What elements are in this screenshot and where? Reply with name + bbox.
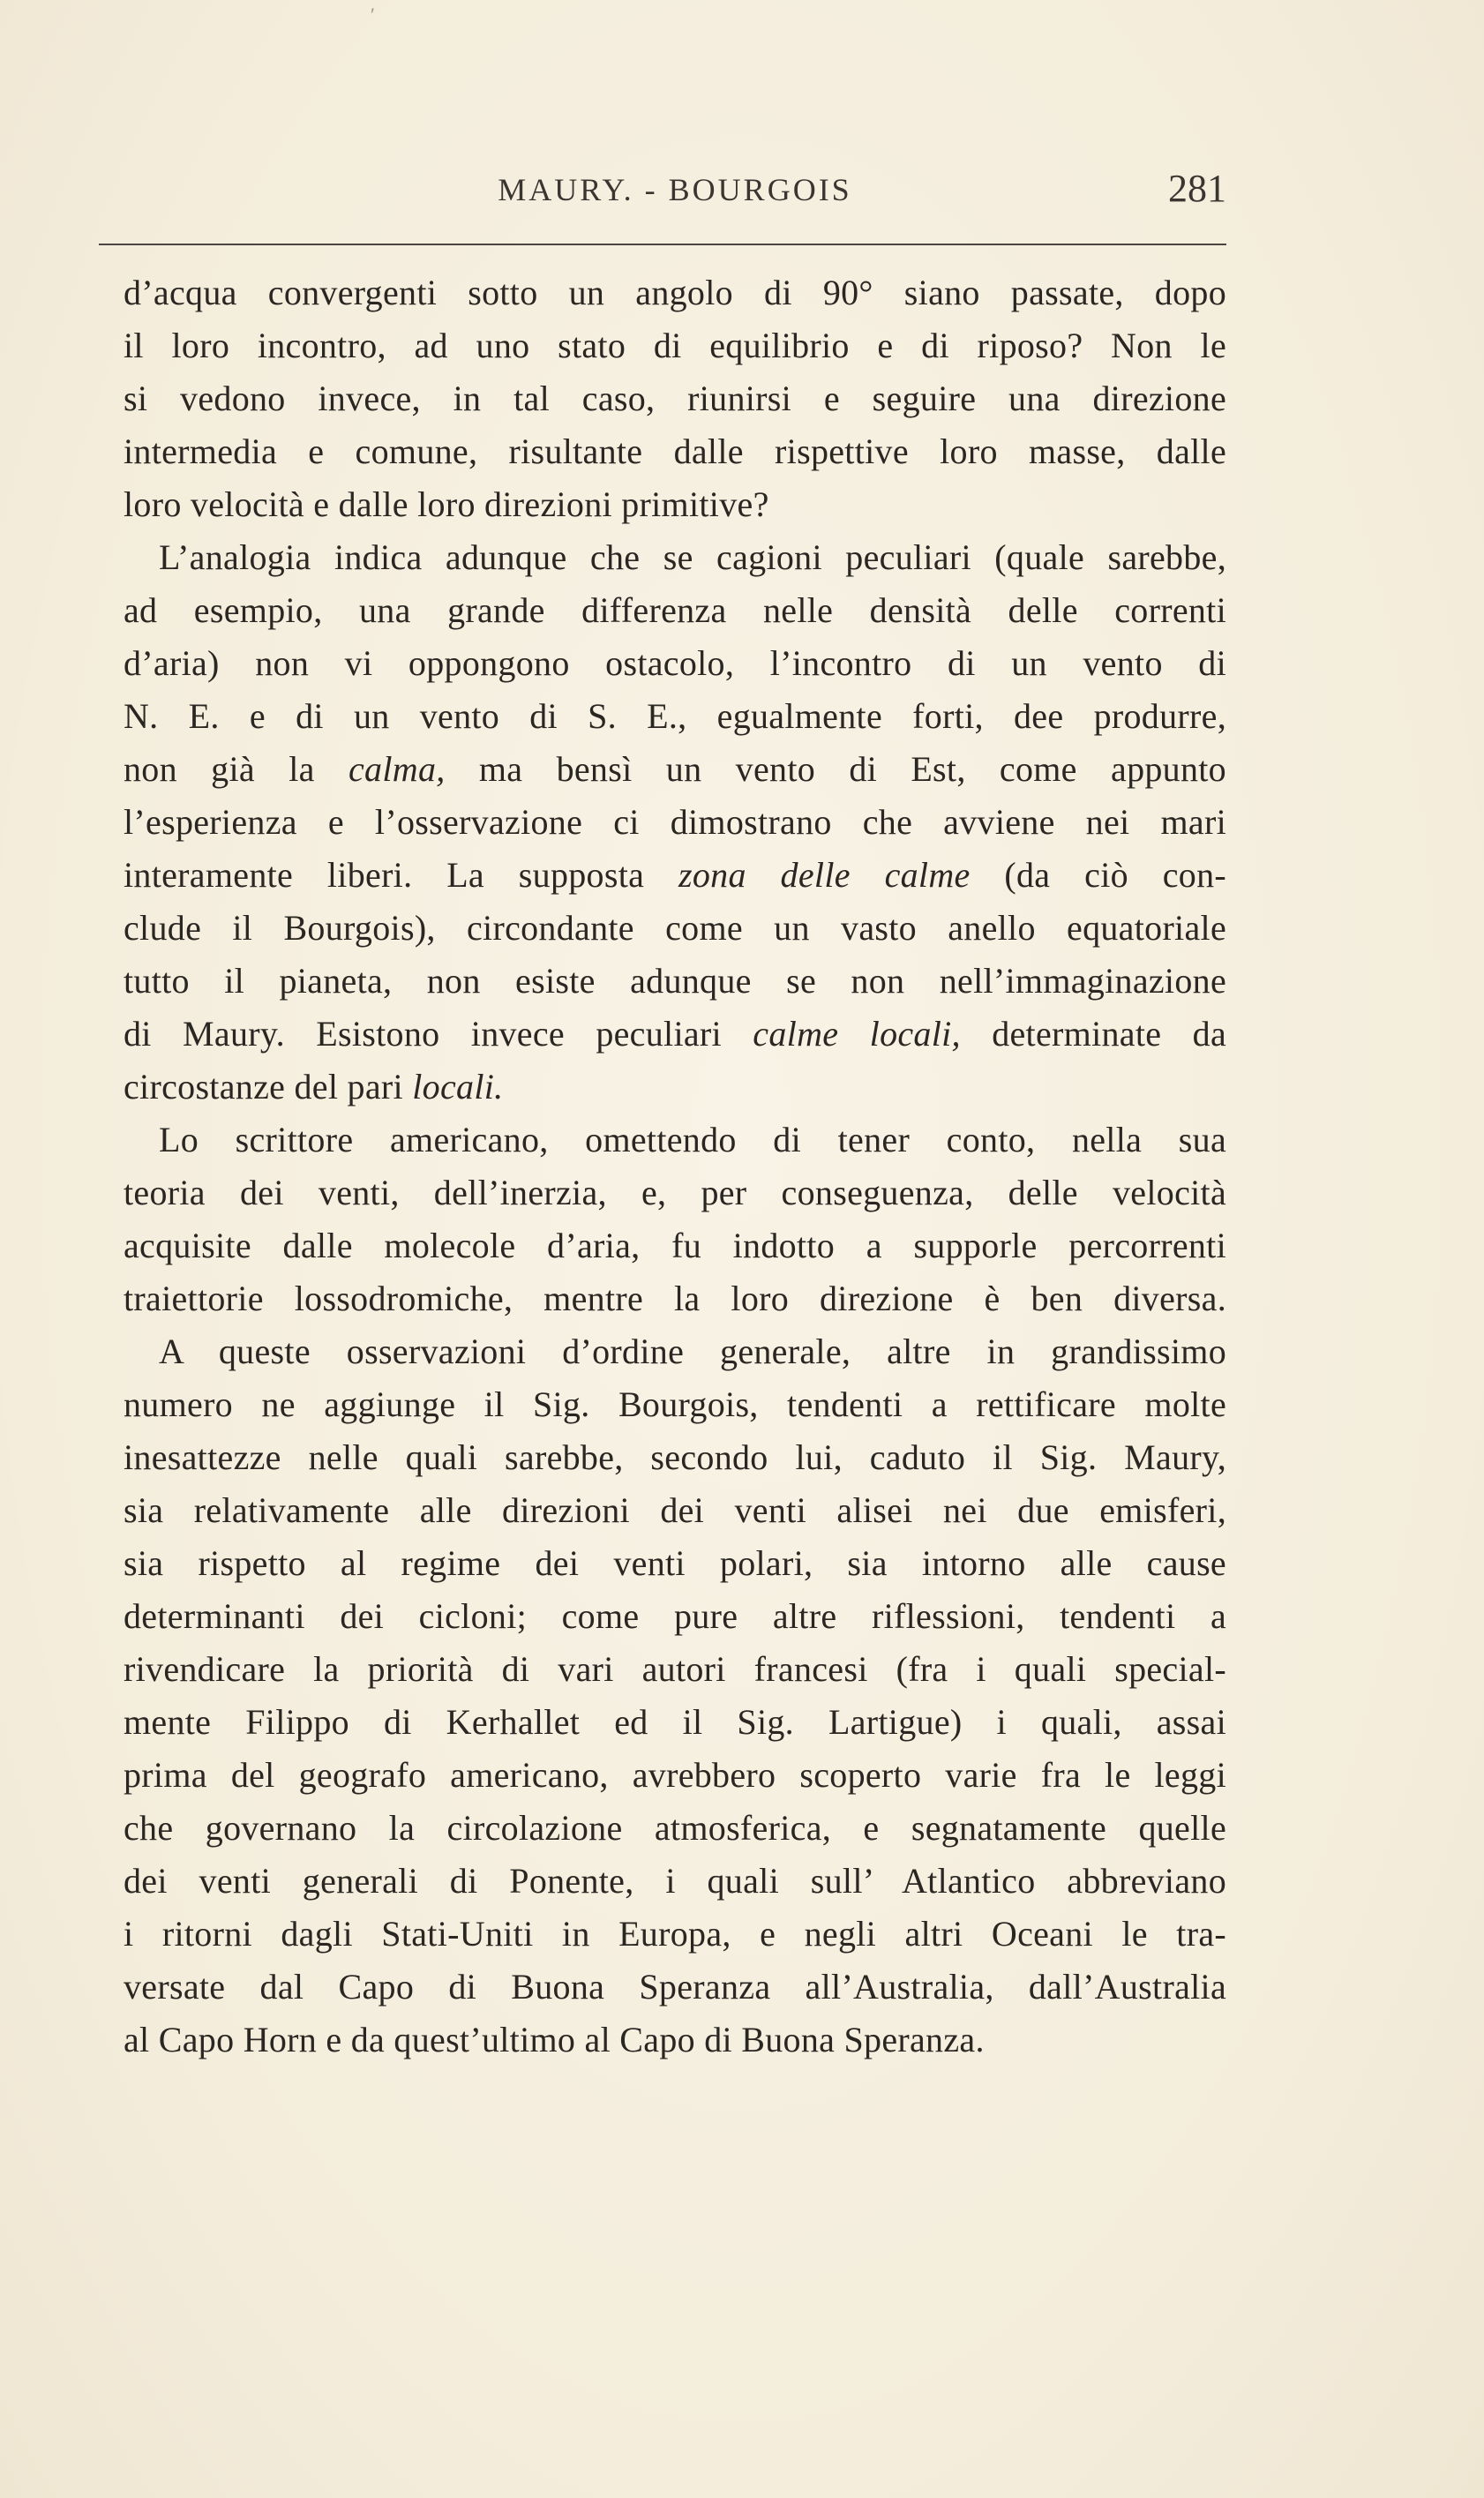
page-number: 281 bbox=[1168, 167, 1226, 210]
text-line: ad esempio, una grande differenza nelle densità delle correnti bbox=[124, 590, 1226, 630]
text-line: che governano la circolazione atmosferica, e segnatamente quelle bbox=[124, 1808, 1226, 1848]
text-line: sia rispetto al regime dei venti polari, sia intorno alle cause bbox=[124, 1543, 1226, 1583]
italic-term: calma, bbox=[348, 749, 446, 789]
running-head: MAURY. - BOURGOIS bbox=[498, 172, 852, 207]
text-line: d’aria) non vi oppongono ostacolo, l’incontro di un vento di bbox=[124, 643, 1226, 683]
text-line: sia relativamente alle direzioni dei venti alisei nei due emisferi, bbox=[124, 1490, 1226, 1530]
text-line: prima del geografo americano, avrebbero scoperto varie fra le leggi bbox=[124, 1755, 1226, 1795]
text-segment: interamente liberi. La supposta bbox=[124, 855, 678, 895]
text-line: loro velocità e dalle loro direzioni primitive? bbox=[124, 484, 769, 524]
text-segment: di Maury. Esistono invece peculiari bbox=[124, 1014, 753, 1054]
text-line: i ritorni dagli Stati-Uniti in Europa, e negli altri Oceani le tra- bbox=[124, 1914, 1226, 1954]
text-line: teoria dei venti, dell’inerzia, e, per conseguenza, delle velocità bbox=[124, 1173, 1226, 1212]
text-segment: circostanze del pari bbox=[124, 1067, 413, 1106]
text-line: Lo scrittore americano, omettendo di tener conto, nella sua bbox=[159, 1120, 1226, 1159]
margin-mark: ′ bbox=[371, 4, 375, 26]
body-text bbox=[124, 266, 1226, 2067]
text-line: L’analogia indica adunque che se cagioni peculiari (quale sarebbe, bbox=[159, 537, 1226, 577]
text-line: al Capo Horn e da quest’ultimo al Capo di Buona Speranza. bbox=[124, 2020, 985, 2059]
text-segment: determinate da bbox=[960, 1014, 1226, 1054]
text-line: clude il Bourgois), circondante come un vasto anello equatoriale bbox=[124, 908, 1226, 948]
text-line: inesattezze nelle quali sarebbe, secondo lui, caduto il Sig. Maury, bbox=[124, 1437, 1226, 1477]
text-line: numero ne aggiunge il Sig. Bourgois, tendenti a rettificare molte bbox=[124, 1384, 1226, 1424]
page-header bbox=[124, 166, 1226, 219]
header-rule bbox=[99, 244, 1226, 245]
text-line bbox=[124, 849, 1226, 902]
text-segment: non già la bbox=[124, 749, 349, 789]
text-line: traiettorie lossodromiche, mentre la loro direzione è ben diversa. bbox=[124, 1279, 1226, 1318]
text-line: tutto il pianeta, non esiste adunque se non nell’immaginazione bbox=[124, 961, 1226, 1001]
italic-term: locali. bbox=[412, 1067, 504, 1106]
text-line: intermedia e comune, risultante dalle rispettive loro masse, dalle bbox=[124, 431, 1226, 471]
text-line: N. E. e di un vento di S. E., egualmente forti, dee produrre, bbox=[124, 696, 1226, 736]
text-line bbox=[124, 1008, 1226, 1061]
text-line: versate dal Capo di Buona Speranza all’Australia, dall’Australia bbox=[124, 1967, 1226, 2007]
text-line: il loro incontro, ad uno stato di equilibrio e di riposo? Non le bbox=[124, 326, 1226, 365]
text-line: acquisite dalle molecole d’aria, fu indotto a supporle percorrenti bbox=[124, 1226, 1226, 1265]
text-line: l’esperienza e l’osservazione ci dimostrano che avviene nei mari bbox=[124, 802, 1226, 842]
text-line: si vedono invece, in tal caso, riunirsi e seguire una direzione bbox=[124, 379, 1226, 418]
text-line: determinanti dei cicloni; come pure altre riflessioni, tendenti a bbox=[124, 1596, 1226, 1636]
text-line: rivendicare la priorità di vari autori francesi (fra i quali special- bbox=[124, 1649, 1226, 1689]
text-segment: (da ciò con- bbox=[970, 855, 1226, 895]
text-line: d’acqua convergenti sotto un angolo di 90° siano passate, dopo bbox=[124, 273, 1226, 312]
text-line: dei venti generali di Ponente, i quali sull’ Atlantico abbreviano bbox=[124, 1861, 1226, 1901]
text-line: mente Filippo di Kerhallet ed il Sig. Lartigue) i quali, assai bbox=[124, 1702, 1226, 1742]
italic-term: zona delle calme bbox=[678, 855, 971, 895]
italic-term: calme locali, bbox=[753, 1014, 961, 1054]
text-line bbox=[124, 1061, 1226, 1114]
text-line bbox=[124, 743, 1226, 796]
text-segment: ma bensì un vento di Est, come appunto bbox=[445, 749, 1226, 789]
text-line: A queste osservazioni d’ordine generale, altre in grandissimo bbox=[159, 1332, 1226, 1371]
